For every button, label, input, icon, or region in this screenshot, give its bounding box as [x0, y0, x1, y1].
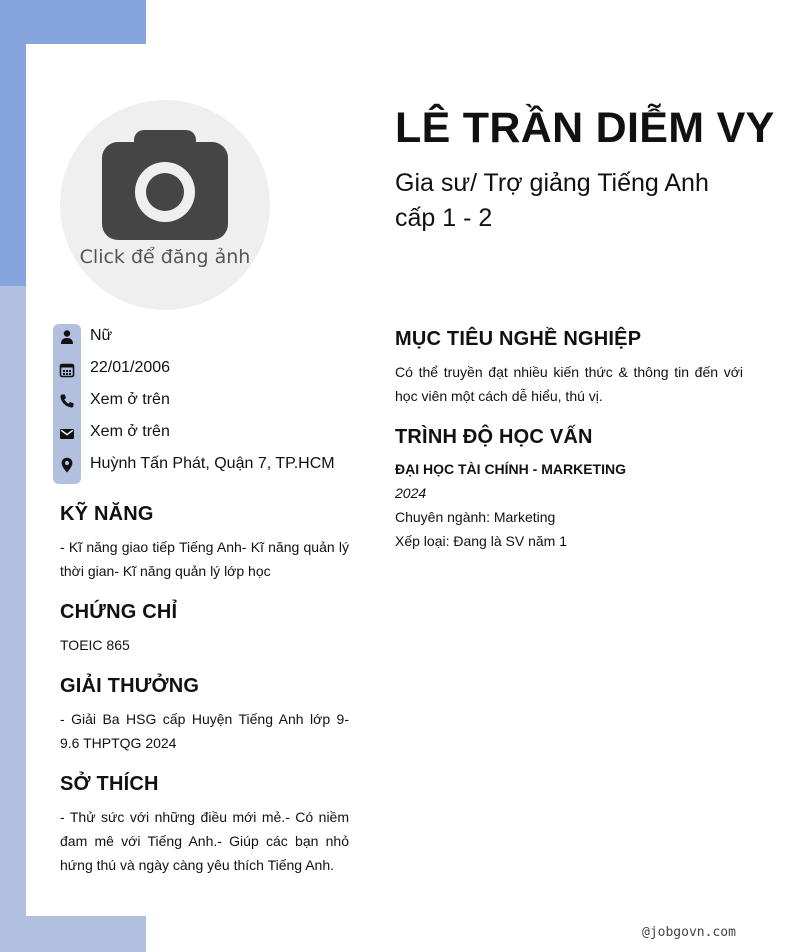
awards-content: - Giải Ba HSG cấp Huyện Tiếng Anh lớp 9- 9.6 THPTQG 2024: [60, 711, 349, 751]
objective-title: MỤC TIÊU NGHỀ NGHIỆP: [395, 328, 642, 350]
education-year: 2024: [395, 485, 427, 501]
contact-gender: Nữ: [90, 327, 113, 344]
skills-content: - Kĩ năng giao tiếp Tiếng Anh- Kĩ năng quản lý thời gian- Kĩ năng quản lý lớp học: [60, 539, 349, 579]
contact-birthday: 22/01/2006: [90, 359, 171, 376]
location-pin-icon: [59, 457, 75, 473]
calendar-icon: [59, 362, 75, 378]
phone-icon: [59, 393, 75, 409]
skills-title: KỸ NĂNG: [60, 503, 154, 525]
candidate-name: LÊ TRẦN DIỄM VY: [395, 104, 775, 152]
email-icon: [59, 426, 75, 442]
awards-title: GIẢI THƯỞNG: [60, 675, 200, 697]
education-major: Chuyên ngành: Marketing: [395, 509, 556, 525]
job-title: [395, 166, 755, 236]
job-title-line2: cấp 1 - 2: [395, 204, 493, 232]
person-icon: [59, 329, 75, 345]
objective-content: Có thể truyền đạt nhiều kiến thức & thông tin đến với học viên một cách dễ hiểu, thú vị.: [395, 364, 743, 404]
education-school: ĐẠI HỌC TÀI CHÍNH - MARKETING: [395, 461, 626, 477]
contact-phone: Xem ở trên: [90, 391, 170, 408]
certificates-content: TOEIC 865: [60, 637, 130, 653]
hobbies-title: SỞ THÍCH: [60, 773, 159, 795]
certificates-title: CHỨNG CHỈ: [60, 601, 178, 623]
camera-icon: [102, 130, 228, 240]
education-title: TRÌNH ĐỘ HỌC VẤN: [395, 426, 593, 448]
hobbies-content: - Thử sức với những điều mới mẻ.- Có niềm đam mê với Tiếng Anh.- Giúp các bạn nhỏ hứng thú và ngày càng yêu thích Tiếng Anh.: [60, 809, 349, 873]
job-title-line1: Gia sư/ Trợ giảng Tiếng Anh: [395, 169, 709, 197]
watermark: @jobgovn.com: [642, 925, 736, 940]
education-grade: Xếp loại: Đang là SV năm 1: [395, 533, 567, 549]
photo-upload-label: Click để đăng ảnh: [79, 246, 251, 268]
contact-address: Huỳnh Tấn Phát, Quận 7, TP.HCM: [90, 455, 335, 472]
photo-upload-button[interactable]: [60, 100, 270, 310]
contact-email: Xem ở trên: [90, 423, 170, 440]
